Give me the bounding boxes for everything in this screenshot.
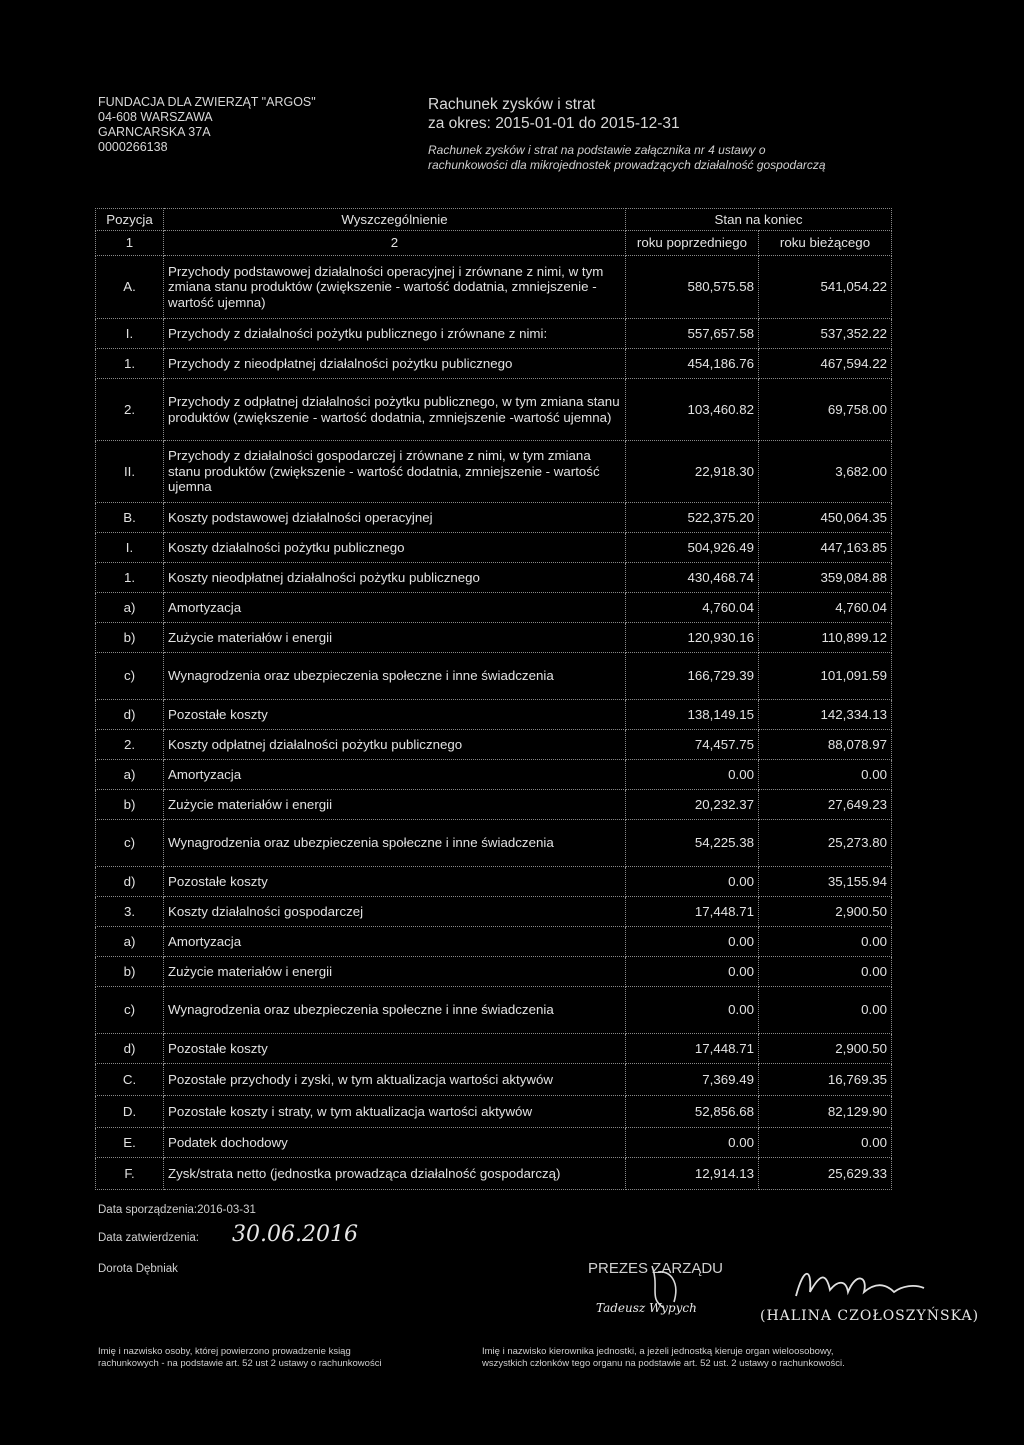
row-description: Wynagrodzenia oraz ubezpieczenia społeczne i inne świadczenia xyxy=(164,987,626,1034)
row-value-current: 88,078.97 xyxy=(759,730,892,760)
row-description: Zużycie materiałów i energii xyxy=(164,790,626,820)
table-row xyxy=(96,379,892,441)
note-bookkeeper: Imię i nazwisko osoby, której powierzono prowadzenie ksiąg rachunkowych - na podstawie art. 52 ust 2 ustawy o rachunkowości xyxy=(98,1346,382,1369)
row-position: D. xyxy=(96,1096,164,1128)
date-prepared: Data sporządzenia:2016-03-31 xyxy=(98,1204,256,1216)
row-description: Zysk/strata netto (jednostka prowadząca działalność gospodarczą) xyxy=(164,1158,626,1190)
row-description: Amortyzacja xyxy=(164,593,626,623)
row-position: a) xyxy=(96,927,164,957)
table-row xyxy=(96,820,892,867)
board-title: PREZES ZARZĄDU xyxy=(588,1260,724,1277)
note-management: Imię i nazwisko kierownika jednostki, a jeżeli jednostką kieruje organ wieloosobowy, wszystkich członków tego organu na podstawie art. 52 ust. 2 ustawy o rachunkowości. xyxy=(482,1346,845,1369)
row-value-previous: 0.00 xyxy=(626,760,759,790)
row-position: b) xyxy=(96,790,164,820)
org-postal: 04-608 WARSZAWA xyxy=(98,110,213,124)
table-row xyxy=(96,987,892,1034)
row-position: C. xyxy=(96,1064,164,1096)
row-position: I. xyxy=(96,533,164,563)
row-value-current: 4,760.04 xyxy=(759,593,892,623)
row-description: Pozostałe przychody i zyski, w tym aktualizacja wartości aktywów xyxy=(164,1064,626,1096)
row-value-previous: 52,856.68 xyxy=(626,1096,759,1128)
row-position: d) xyxy=(96,867,164,897)
row-position: 2. xyxy=(96,379,164,441)
row-description: Przychody podstawowej działalności operacyjnej i zrównane z nimi, w tym zmiana stanu produktów (zwiększenie - wartość dodatnia, zmniejszenie - wartość ujemna) xyxy=(164,256,626,319)
row-value-current: 142,334.13 xyxy=(759,700,892,730)
row-position: c) xyxy=(96,820,164,867)
row-description: Koszty nieodpłatnej działalności pożytku publicznego xyxy=(164,563,626,593)
board-member-name: Tadeusz Wypych xyxy=(596,1301,697,1315)
row-value-current: 359,084.88 xyxy=(759,563,892,593)
col-current-year: roku bieżącego xyxy=(759,231,892,256)
row-description: Przychody z działalności gospodarczej i zrównane z nimi, w tym zmiana stanu produktów (zwiększenie - wartość dodatnia, zmniejszenie - wartość ujemna xyxy=(164,441,626,503)
row-position: c) xyxy=(96,653,164,700)
row-description: Zużycie materiałów i energii xyxy=(164,623,626,653)
row-position: II. xyxy=(96,441,164,503)
row-description: Amortyzacja xyxy=(164,927,626,957)
table-body xyxy=(96,256,892,1190)
table-row xyxy=(96,700,892,730)
row-position: F. xyxy=(96,1158,164,1190)
col-number-2: 2 xyxy=(164,231,626,256)
row-position: B. xyxy=(96,503,164,533)
row-value-current: 3,682.00 xyxy=(759,441,892,503)
row-description: Koszty działalności pożytku publicznego xyxy=(164,533,626,563)
income-statement-table xyxy=(95,208,892,1190)
row-value-previous: 0.00 xyxy=(626,867,759,897)
row-value-previous: 20,232.37 xyxy=(626,790,759,820)
row-value-current: 2,900.50 xyxy=(759,1034,892,1064)
col-prev-year: roku poprzedniego xyxy=(626,231,759,256)
date-approved-label: Data zatwierdzenia: xyxy=(98,1232,199,1244)
row-value-current: 35,155.94 xyxy=(759,867,892,897)
table-row xyxy=(96,349,892,379)
row-description: Wynagrodzenia oraz ubezpieczenia społeczne i inne świadczenia xyxy=(164,820,626,867)
row-value-previous: 4,760.04 xyxy=(626,593,759,623)
row-value-previous: 166,729.39 xyxy=(626,653,759,700)
col-header-state: Stan na koniec xyxy=(626,209,892,231)
table-row xyxy=(96,593,892,623)
handwritten-name: (HALINA CZOŁOSZYŃSKA) xyxy=(760,1308,980,1324)
table-row xyxy=(96,533,892,563)
row-value-current: 25,629.33 xyxy=(759,1158,892,1190)
row-position: c) xyxy=(96,987,164,1034)
organization-block xyxy=(98,95,316,155)
row-value-previous: 504,926.49 xyxy=(626,533,759,563)
row-value-current: 537,352.22 xyxy=(759,319,892,349)
preparer-name: Dorota Dębniak xyxy=(98,1263,178,1275)
row-position: 2. xyxy=(96,730,164,760)
row-description: Koszty podstawowej działalności operacyjnej xyxy=(164,503,626,533)
row-value-previous: 454,186.76 xyxy=(626,349,759,379)
row-value-current: 82,129.90 xyxy=(759,1096,892,1128)
table-row xyxy=(96,1158,892,1190)
row-position: d) xyxy=(96,1034,164,1064)
report-heading xyxy=(428,95,848,173)
row-value-previous: 0.00 xyxy=(626,1128,759,1158)
row-value-previous: 103,460.82 xyxy=(626,379,759,441)
row-description: Amortyzacja xyxy=(164,760,626,790)
row-value-previous: 0.00 xyxy=(626,927,759,957)
row-value-previous: 430,468.74 xyxy=(626,563,759,593)
stamp-signature xyxy=(640,1258,700,1318)
table-row xyxy=(96,927,892,957)
row-value-previous: 557,657.58 xyxy=(626,319,759,349)
row-position: 3. xyxy=(96,897,164,927)
row-position: 1. xyxy=(96,349,164,379)
row-description: Przychody z działalności pożytku publicznego i zrównane z nimi: xyxy=(164,319,626,349)
table-row xyxy=(96,653,892,700)
report-basis: Rachunek zysków i strat na podstawie załącznika nr 4 ustawy o rachunkowości dla mikrojednostek prowadzących działalność gospodarczą xyxy=(428,143,826,172)
table-row xyxy=(96,1128,892,1158)
row-value-previous: 17,448.71 xyxy=(626,897,759,927)
date-approved-handwritten: 30.06.2016 xyxy=(232,1222,358,1247)
table-row xyxy=(96,1064,892,1096)
row-position: a) xyxy=(96,593,164,623)
row-value-previous: 22,918.30 xyxy=(626,441,759,503)
row-description: Przychody z nieodpłatnej działalności pożytku publicznego xyxy=(164,349,626,379)
table-row xyxy=(96,897,892,927)
table-row xyxy=(96,563,892,593)
report-title: Rachunek zysków i strat xyxy=(428,96,596,113)
table-row xyxy=(96,1096,892,1128)
row-value-previous: 17,448.71 xyxy=(626,1034,759,1064)
row-description: Przychody z odpłatnej działalności pożytku publicznego, w tym zmiana stanu produktów (zwiększenie - wartość dodatnia, zmniejszenie -wartość ujemna) xyxy=(164,379,626,441)
row-description: Pozostałe koszty xyxy=(164,867,626,897)
row-description: Pozostałe koszty xyxy=(164,1034,626,1064)
row-value-previous: 580,575.58 xyxy=(626,256,759,319)
table-row xyxy=(96,790,892,820)
row-description: Wynagrodzenia oraz ubezpieczenia społeczne i inne świadczenia xyxy=(164,653,626,700)
row-value-current: 101,091.59 xyxy=(759,653,892,700)
col-header-description: Wyszczególnienie xyxy=(164,209,626,231)
table-row xyxy=(96,623,892,653)
row-value-previous: 0.00 xyxy=(626,987,759,1034)
row-value-current: 69,758.00 xyxy=(759,379,892,441)
handwritten-signature xyxy=(790,1262,930,1306)
row-value-current: 0.00 xyxy=(759,927,892,957)
row-value-current: 27,649.23 xyxy=(759,790,892,820)
table-row xyxy=(96,957,892,987)
table-row xyxy=(96,1034,892,1064)
row-value-current: 0.00 xyxy=(759,957,892,987)
row-description: Pozostałe koszty xyxy=(164,700,626,730)
row-description: Koszty działalności gospodarczej xyxy=(164,897,626,927)
row-value-current: 447,163.85 xyxy=(759,533,892,563)
row-value-previous: 12,914.13 xyxy=(626,1158,759,1190)
row-value-current: 467,594.22 xyxy=(759,349,892,379)
row-value-current: 16,769.35 xyxy=(759,1064,892,1096)
row-value-previous: 138,149.15 xyxy=(626,700,759,730)
row-value-current: 110,899.12 xyxy=(759,623,892,653)
report-period: za okres: 2015-01-01 do 2015-12-31 xyxy=(428,115,680,132)
row-position: b) xyxy=(96,957,164,987)
table-row xyxy=(96,503,892,533)
column-number-row xyxy=(96,231,892,256)
row-value-previous: 0.00 xyxy=(626,957,759,987)
row-position: d) xyxy=(96,700,164,730)
row-description: Pozostałe koszty i straty, w tym aktualizacja wartości aktywów xyxy=(164,1096,626,1128)
row-value-current: 541,054.22 xyxy=(759,256,892,319)
table-row xyxy=(96,867,892,897)
col-number-1: 1 xyxy=(96,231,164,256)
row-value-current: 0.00 xyxy=(759,987,892,1034)
row-value-previous: 522,375.20 xyxy=(626,503,759,533)
row-value-previous: 120,930.16 xyxy=(626,623,759,653)
row-value-current: 0.00 xyxy=(759,1128,892,1158)
row-value-previous: 54,225.38 xyxy=(626,820,759,867)
row-value-current: 2,900.50 xyxy=(759,897,892,927)
table-row xyxy=(96,441,892,503)
row-position: 1. xyxy=(96,563,164,593)
row-value-previous: 7,369.49 xyxy=(626,1064,759,1096)
table-row xyxy=(96,730,892,760)
table-row xyxy=(96,256,892,319)
org-name: FUNDACJA DLA ZWIERZĄT "ARGOS" xyxy=(98,95,316,109)
row-value-previous: 74,457.75 xyxy=(626,730,759,760)
row-value-current: 450,064.35 xyxy=(759,503,892,533)
table-row xyxy=(96,319,892,349)
col-header-position: Pozycja xyxy=(96,209,164,231)
row-position: a) xyxy=(96,760,164,790)
row-description: Zużycie materiałów i energii xyxy=(164,957,626,987)
row-position: A. xyxy=(96,256,164,319)
row-value-current: 0.00 xyxy=(759,760,892,790)
header-row xyxy=(96,209,892,231)
org-krs: 0000266138 xyxy=(98,140,168,154)
row-position: E. xyxy=(96,1128,164,1158)
row-description: Koszty odpłatnej działalności pożytku publicznego xyxy=(164,730,626,760)
table-row xyxy=(96,760,892,790)
row-position: I. xyxy=(96,319,164,349)
row-description: Podatek dochodowy xyxy=(164,1128,626,1158)
org-street: GARNCARSKA 37A xyxy=(98,125,211,139)
row-position: b) xyxy=(96,623,164,653)
row-value-current: 25,273.80 xyxy=(759,820,892,867)
